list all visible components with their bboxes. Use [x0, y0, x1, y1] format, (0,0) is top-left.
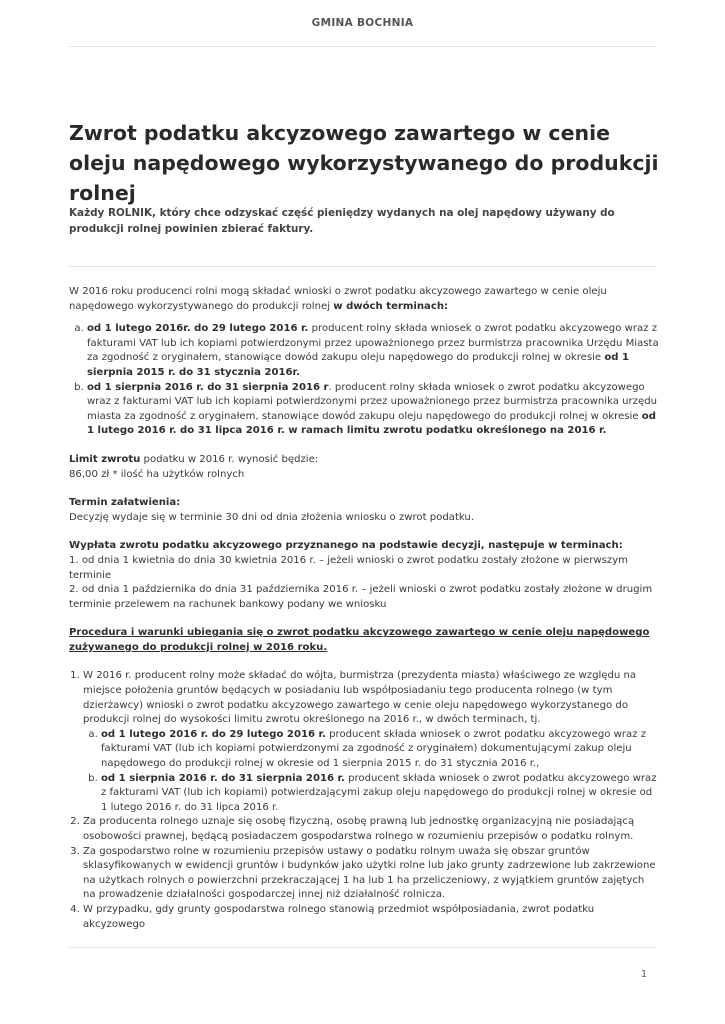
page-title: Zwrot podatku akcyzowego zawartego w cenie oleju napędowego wykorzystywanego do produkcji rolnej	[69, 121, 659, 205]
term-text: producent rolny składa wniosek o zwrot podatku akcyzowego wraz z fakturami VAT lub ich kopiami potwierdzonymi przez upoważnionego przez burmistrza pracownika Urzędu Miasta za zgodność z oryginałem, stanowiące dowód zakupu oleju napędowego do produkcji rolnej w okresie	[87, 323, 659, 364]
term-period: od 1 sierpnia 2016 r. do 31 sierpnia 2016 r	[87, 381, 329, 393]
payout-paragraph	[69, 539, 659, 612]
intro-bold: w dwóch terminach:	[333, 300, 449, 312]
term-invoice-period: od 1 sierpnia 2015 r. do 31 stycznia 2016r.	[87, 352, 630, 378]
list-item	[101, 772, 659, 816]
deadline-label: Termin załatwienia:	[69, 497, 181, 509]
list-item	[101, 728, 659, 772]
list-item	[83, 669, 659, 815]
deadline-paragraph	[69, 496, 659, 525]
limit-label: Limit zwrotu	[69, 453, 141, 465]
article-body	[69, 285, 659, 932]
site-header-title: GMINA BOCHNIA	[311, 17, 414, 29]
deadline-text: Decyzję wydaje się w terminie 30 dni od dnia złożenia wniosku o zwrot podatku.	[69, 511, 475, 523]
procedure-list	[69, 669, 659, 932]
header-divider	[69, 46, 656, 47]
procedure-heading: Procedura i warunki ubiegania się o zwrot podatku akcyzowego zawartego w cenie oleju napędowego zużywanego do produkcji rolnej w 2016 roku.	[69, 627, 650, 653]
limit-paragraph	[69, 453, 659, 482]
sub-period: od 1 lutego 2016 r. do 29 lutego 2016 r.	[101, 728, 326, 740]
intro-paragraph	[69, 285, 659, 314]
footer-divider	[69, 947, 656, 948]
term-period: od 1 lutego 2016r. do 29 lutego 2016 r.	[87, 323, 309, 335]
lead-divider	[69, 266, 656, 267]
payout-line-1: 1. od dnia 1 kwietnia do dnia 30 kwietnia 2016 r. – jeżeli wnioski o zwrot podatku zostały złożone w pierwszym terminie	[69, 554, 629, 581]
sub-text: producent składa wniosek o zwrot podatku akcyzowego wraz z fakturami VAT (lub ich kopiami) potwierdzającymi zakup oleju napędowego do produkcji rolnej w okresie od 1 lutego 2016 r. do 31 lipca 2016 r.	[101, 772, 657, 813]
list-item: 4. W przypadku, gdy grunty gospodarstwa rolnego stanowią przedmiot współposiadania, zwrot podatku akcyzowego	[83, 903, 659, 932]
term-text: . producent rolny składa wniosek o zwrot podatku akcyzowego wraz z fakturami VAT lub ich kopiami potwierdzonymi przez upoważnionego przez burmistrza pracownika urzędu miasta za zgodność z oryginałem, stanowiące dowód zakupu oleju napędowego do produkcji rolnej w okresie	[87, 381, 657, 422]
sub-text: producent składa wniosek o zwrot podatku akcyzowego wraz z fakturami VAT (lub ich kopiami potwierdzonymi za zgodność z oryginałem) dokumentującymi zakup oleju napędowego do produkcji rolnej w okresie od 1 sierpnia 2015 r. do 31 stycznia 2016 r.,	[101, 728, 647, 770]
procedure-sublist	[83, 728, 659, 816]
sub-period: od 1 sierpnia 2016 r. do 31 sierpnia 2016 r.	[101, 772, 345, 784]
term-invoice-period: od 1 lutego 2016 r. do 31 lipca 2016 r. w ramach limitu zwrotu podatku określonego na 2016 r.	[87, 410, 656, 437]
intro-text: W 2016 roku producenci rolni mogą składać wnioski o zwrot podatku akcyzowego zawartego w cenie oleju napędowego wykorzystywanego do produkcji rolnej	[69, 286, 607, 312]
payout-label: Wypłata zwrotu podatku akcyzowego przyznanego na podstawie decyzji, następuje w terminach:	[69, 540, 623, 552]
limit-text: podatku w 2016 r. wynosić będzie:	[140, 453, 319, 465]
limit-value: 86,00 zł * ilość ha użytków rolnych	[69, 468, 245, 480]
list-item	[87, 381, 659, 439]
terms-list	[69, 322, 659, 439]
list-item: 2. Za producenta rolnego uznaje się osobę fizyczną, osobę prawną lub jednostkę organizacyjną nie posiadającą osobowości prawnej, będącą posiadaczem gospodarstwa rolnego w rozumieniu przepisów o podatku rolnym.	[83, 815, 659, 844]
page-number: 1	[641, 969, 648, 980]
list-item: 3. Za gospodarstwo rolne w rozumieniu przepisów ustawy o podatku rolnym uważa się obszar gruntów sklasyfikowanych w ewidencji gruntów i budynków jako użytki rolne lub jako grunty zadrzewione lub zakrzewione na użytkach rolnych o powierzchni przekraczającej 1 ha lub 1 ha przeliczeniowy, z wyjątkiem gruntów zajętych na prowadzenie działalności gospodarczej innej niż działalność rolnicza.	[83, 845, 659, 903]
procedure-item-text: W 2016 r. producent rolny może składać do wójta, burmistrza (prezydenta miasta) właściwego ze względu na miejsce położenia gruntów będących w posiadaniu lub współposiadaniu tego producenta rolnego (w tym dzierżawcy) wnioski o zwrot podatku akcyzowego zawartego w cenie oleju napędowego wykorzystanego do produkcji rolnej do wysokości limitu zwrotu określonego na 2016 r., w dwóch terminach, tj.	[83, 670, 637, 726]
payout-line-2: 2. od dnia 1 października do dnia 31 października 2016 r. – jeżeli wnioski o zwrot podatku zostały złożone w drugim terminie przelewem na rachunek bankowy podany we wniosku	[69, 584, 653, 610]
list-item	[87, 322, 659, 380]
lead-paragraph: Każdy ROLNIK, który chce odzyskać część pieniędzy wydanych na olej napędowy używany do produkcji rolnej powinien zbierać faktury.	[69, 207, 615, 235]
